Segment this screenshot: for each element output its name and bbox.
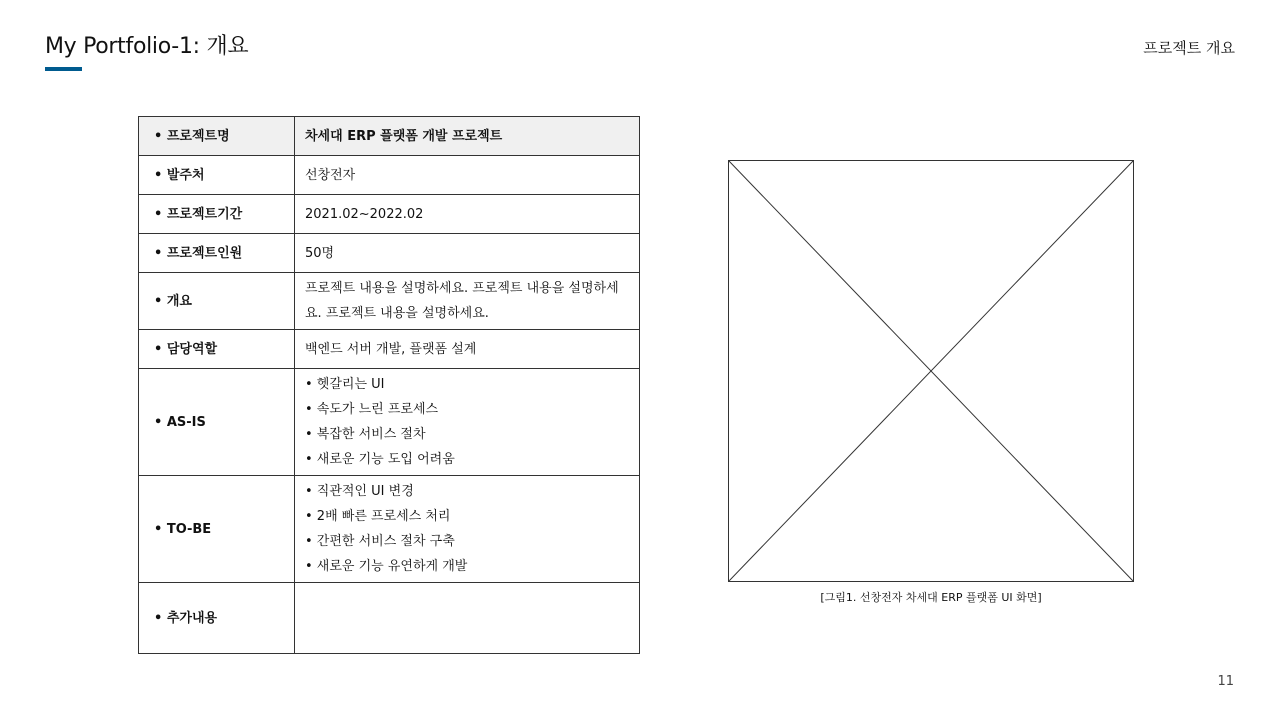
table-row-as-is bbox=[139, 369, 640, 476]
to-be-list bbox=[305, 479, 631, 579]
figure-caption: [그림1. 선창전자 차세대 ERP 플랫폼 UI 화면] bbox=[820, 591, 1042, 604]
table-row-additional bbox=[139, 583, 640, 654]
row-label: • AS-IS bbox=[139, 369, 295, 476]
image-placeholder bbox=[728, 160, 1134, 582]
list-item: • 새로운 기능 유연하게 개발 bbox=[305, 559, 468, 574]
as-is-list bbox=[305, 372, 631, 472]
page-title: My Portfolio-1: 개요 bbox=[45, 34, 249, 59]
page-number: 11 bbox=[1217, 674, 1234, 689]
row-value: 선창전자 bbox=[295, 156, 640, 195]
row-value bbox=[295, 583, 640, 654]
table-row-overview bbox=[139, 273, 640, 330]
row-label: • 프로젝트인원 bbox=[139, 234, 295, 273]
row-label: • 발주처 bbox=[139, 156, 295, 195]
row-value: 프로젝트 내용을 설명하세요. 프로젝트 내용을 설명하세요. 프로젝트 내용을 설명하세요. bbox=[295, 273, 640, 330]
list-item: • 간편한 서비스 절차 구축 bbox=[305, 534, 455, 549]
list-item: • 복잡한 서비스 절차 bbox=[305, 427, 426, 442]
list-item: • 속도가 느린 프로세스 bbox=[305, 402, 439, 417]
table-row-project-name bbox=[139, 117, 640, 156]
row-label: • 담당역할 bbox=[139, 330, 295, 369]
row-value bbox=[295, 476, 640, 583]
row-value: 차세대 ERP 플랫폼 개발 프로젝트 bbox=[295, 117, 640, 156]
placeholder-cross bbox=[729, 161, 1133, 581]
list-item: • 2배 빠른 프로세스 처리 bbox=[305, 509, 451, 524]
list-item: • 새로운 기능 도입 어려움 bbox=[305, 452, 455, 467]
row-label: • 추가내용 bbox=[139, 583, 295, 654]
list-item: • 헷갈리는 UI bbox=[305, 377, 385, 392]
title-accent-bar bbox=[45, 67, 82, 71]
row-value bbox=[295, 369, 640, 476]
row-value: 50명 bbox=[295, 234, 640, 273]
table-row-to-be bbox=[139, 476, 640, 583]
list-item: • 직관적인 UI 변경 bbox=[305, 484, 414, 499]
row-label: • TO-BE bbox=[139, 476, 295, 583]
table-row-role bbox=[139, 330, 640, 369]
table-row-headcount bbox=[139, 234, 640, 273]
row-value: 백엔드 서버 개발, 플랫폼 설계 bbox=[295, 330, 640, 369]
row-label: • 개요 bbox=[139, 273, 295, 330]
row-label: • 프로젝트기간 bbox=[139, 195, 295, 234]
section-label: 프로젝트 개요 bbox=[1143, 39, 1235, 57]
row-label: • 프로젝트명 bbox=[139, 117, 295, 156]
table-row-client bbox=[139, 156, 640, 195]
row-value: 2021.02~2022.02 bbox=[295, 195, 640, 234]
table-row-period bbox=[139, 195, 640, 234]
project-info-table bbox=[138, 116, 640, 654]
